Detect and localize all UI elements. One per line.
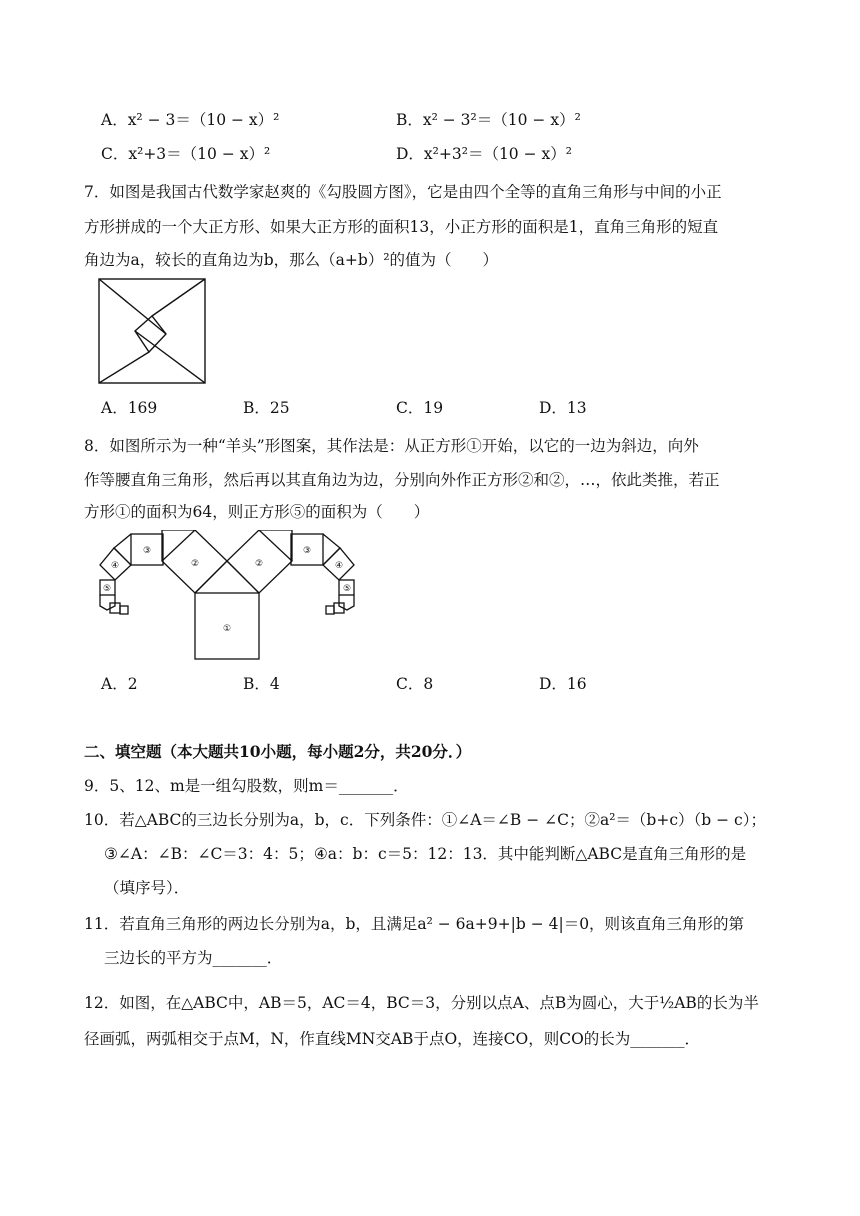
q9-text: 9．5、12、m是一组勾股数，则m＝_______． (84, 777, 409, 795)
curl-left-c (120, 606, 128, 614)
q6-option-a: A．x² − 3＝（10 − x）² (101, 111, 280, 129)
q6-option-b: B．x² − 3²＝（10 − x）² (396, 111, 581, 129)
triangle-edge-1 (99, 279, 166, 334)
section-2-title: 二、填空题（本大题共10小题，每小题2分，共20分．） (84, 742, 472, 761)
label-square-3-left: ③ (142, 546, 152, 556)
triangle-edge-2 (152, 279, 205, 316)
label-square-4-left: ④ (110, 561, 120, 571)
q8-option-c: C．8 (396, 675, 434, 693)
q12-line-1: 12．如图，在△ABC中，AB＝5，AC＝4，BC＝3，分别以点A、点B为圆心，大于½AB的长为半 (84, 994, 759, 1012)
q7-option-c: C．19 (396, 399, 444, 417)
label-square-3-right: ③ (302, 546, 312, 556)
q7-line-2: 方形拼成的一个大正方形、如果大正方形的面积13，小正方形的面积是1，直角三角形的短直 (84, 218, 719, 236)
q8-line-1: 8．如图所示为一种“羊头”形图案，其作法是：从正方形①开始，以它的一边为斜边，向外 (84, 437, 699, 455)
q11-line-2: 三边长的平方为_______． (104, 949, 283, 967)
q12-line-2: 径画弧，两弧相交于点M，N，作直线MN交AB于点O，连接CO，则CO的长为_______． (84, 1030, 701, 1048)
triangle-edge-3 (135, 331, 205, 383)
label-square-1: ① (222, 624, 232, 634)
q7-option-a: A．169 (101, 399, 158, 417)
q6-option-c: C．x²+3＝（10 − x）² (101, 145, 271, 163)
curl-right-c (326, 606, 334, 614)
label-square-5-right: ⑤ (342, 584, 352, 594)
label-square-5-left: ⑤ (102, 584, 112, 594)
q7-option-b: B．25 (243, 399, 290, 417)
zhao-shuang-square-figure (96, 276, 210, 386)
q8-option-b: B．4 (243, 675, 280, 693)
triangle-edge-4 (99, 352, 149, 383)
ram-head-figure (94, 530, 358, 662)
label-square-4-right: ④ (334, 561, 344, 571)
q7-line-3: 角边为a，较长的直角边为b，那么（a+b）²的值为（ ） (84, 251, 499, 269)
q8-line-3: 方形①的面积为64，则正方形⑤的面积为（ ） (84, 503, 430, 521)
q10-line-1: 10．若△ABC的三边长分别为a，b，c．下列条件：①∠A＝∠B − ∠C；②a²＝（b+c）（b − c）； (84, 811, 766, 829)
q10-line-3: （填序号）． (104, 879, 190, 897)
q8-line-2: 作等腰直角三角形，然后再以其直角边为边，分别向外作正方形②和②，…，依此类推，若正 (84, 471, 720, 489)
q8-option-d: D．16 (539, 675, 587, 693)
q8-option-a: A．2 (101, 675, 138, 693)
isosceles-triangle (195, 561, 259, 593)
label-square-2-right: ② (254, 559, 264, 569)
q7-line-1: 7．如图是我国古代数学家赵爽的《勾股圆方图》，它是由四个全等的直角三角形与中间的小正 (84, 183, 722, 201)
q10-line-2: ③∠A：∠B：∠C＝3：4：5；④a：b：c＝5：12：13．其中能判断△ABC是直角三角形的是 (104, 845, 747, 863)
outer-square (99, 279, 205, 383)
q6-option-d: D．x²+3²＝（10 − x）² (396, 145, 572, 163)
q7-option-d: D．13 (539, 399, 587, 417)
q11-line-1: 11．若直角三角形的两边长分别为a，b，且满足a² − 6a+9+|b − 4|＝0，则该直角三角形的第 (84, 915, 745, 933)
label-square-2-left: ② (190, 559, 200, 569)
